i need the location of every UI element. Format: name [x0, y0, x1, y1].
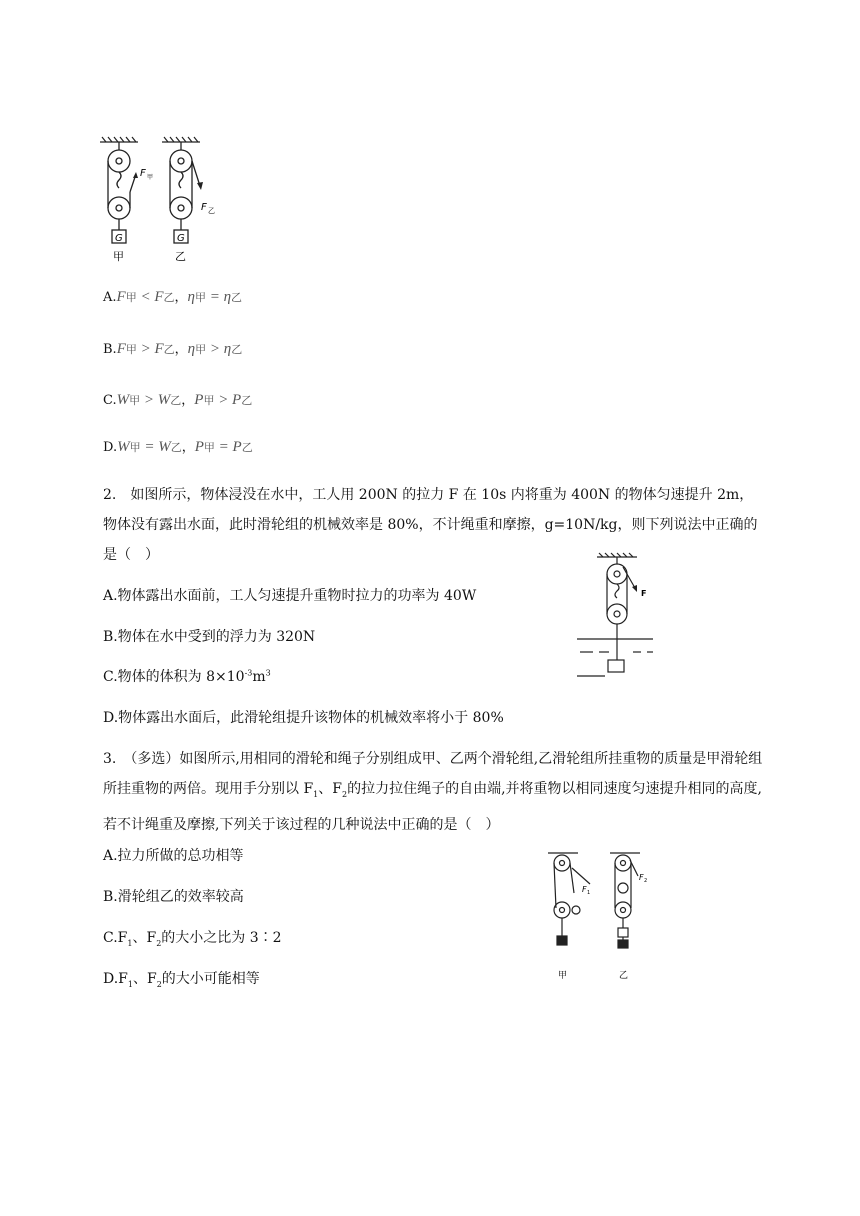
- pulley-figure-1: [96, 136, 226, 266]
- q3-force-label-1-sub: 1: [587, 890, 591, 896]
- figure-label-left: 甲: [113, 250, 124, 263]
- q2-option-a: A.物体露出水面前，工人匀速提升重物时拉力的功率为 40W: [103, 588, 477, 604]
- q3-option-a: A.拉力所做的总功相等: [103, 848, 244, 864]
- weight-label-right: G: [177, 233, 185, 244]
- q3-force-label-2: F: [639, 873, 644, 882]
- q3-option-d: $D.F_1$、$F_2$的大小可能相等: [103, 971, 260, 989]
- q2-option-c: C.物体的体积为 $8\times 10^{-3}m^3$: [103, 668, 271, 685]
- q2-option-b: B.物体在水中受到的浮力为 320N: [103, 629, 316, 645]
- q3-stem: 3. （多选）如图所示,用相同的滑轮和绳子分别组成甲、乙两个滑轮组,乙滑轮组所挂重物的质量是甲滑轮组所挂重物的两倍。现用手分别以 $F_1$、$F_2$的拉力拉住绳子的自由端,并将重物以相同速度匀速提升相同的高度,若不计绳重及摩擦,下列关于该过程的几种说法中正确的是（ ）: [103, 751, 763, 833]
- weight-label-left: G: [115, 233, 123, 244]
- q1-option-a: A.F甲 < F乙，η甲 = η乙: [103, 289, 243, 305]
- figure-label-right: 乙: [175, 250, 186, 263]
- force-label-left: F: [140, 168, 146, 179]
- pulley-figure-3: [540, 848, 660, 983]
- q2-stem: 2. 如图所示，物体浸没在水中，工人用 200N 的拉力 F 在 10s 内将重为 400N 的物体匀速提升 2m，物体没有露出水面，此时滑轮组的机械效率是 80%，不计绳重和摩擦，g=10N/kg，则下列说法中正确的是（ ）: [103, 487, 758, 563]
- force-label-right: F: [201, 202, 207, 213]
- q3-option-b: B.滑轮组乙的效率较高: [103, 889, 244, 905]
- q3-force-label-2-sub: 2: [644, 878, 648, 884]
- pulley-figure-2: [575, 552, 655, 684]
- force-label-left-sub: 甲: [147, 174, 154, 181]
- force-label-right-sub: 乙: [208, 207, 215, 215]
- q1-option-b: B.F甲 > F乙，η甲 > η乙: [103, 341, 243, 357]
- q3-figure-label-left: 甲: [558, 971, 568, 981]
- q2-force-label: F: [641, 589, 647, 598]
- q1-option-c: C.W甲 > W乙，P甲 > P乙: [103, 392, 253, 408]
- q3-option-c: $C.F_1$、$F_2$的大小之比为 3∶2: [103, 930, 282, 948]
- q3-figure-label-right: 乙: [619, 971, 629, 981]
- q3-force-label-1: F: [582, 885, 587, 894]
- q1-option-d: D.W甲 = W乙，P甲 = P乙: [103, 439, 253, 455]
- q2-option-d: D.物体露出水面后，此滑轮组提升该物体的机械效率将小于 80%: [103, 710, 504, 726]
